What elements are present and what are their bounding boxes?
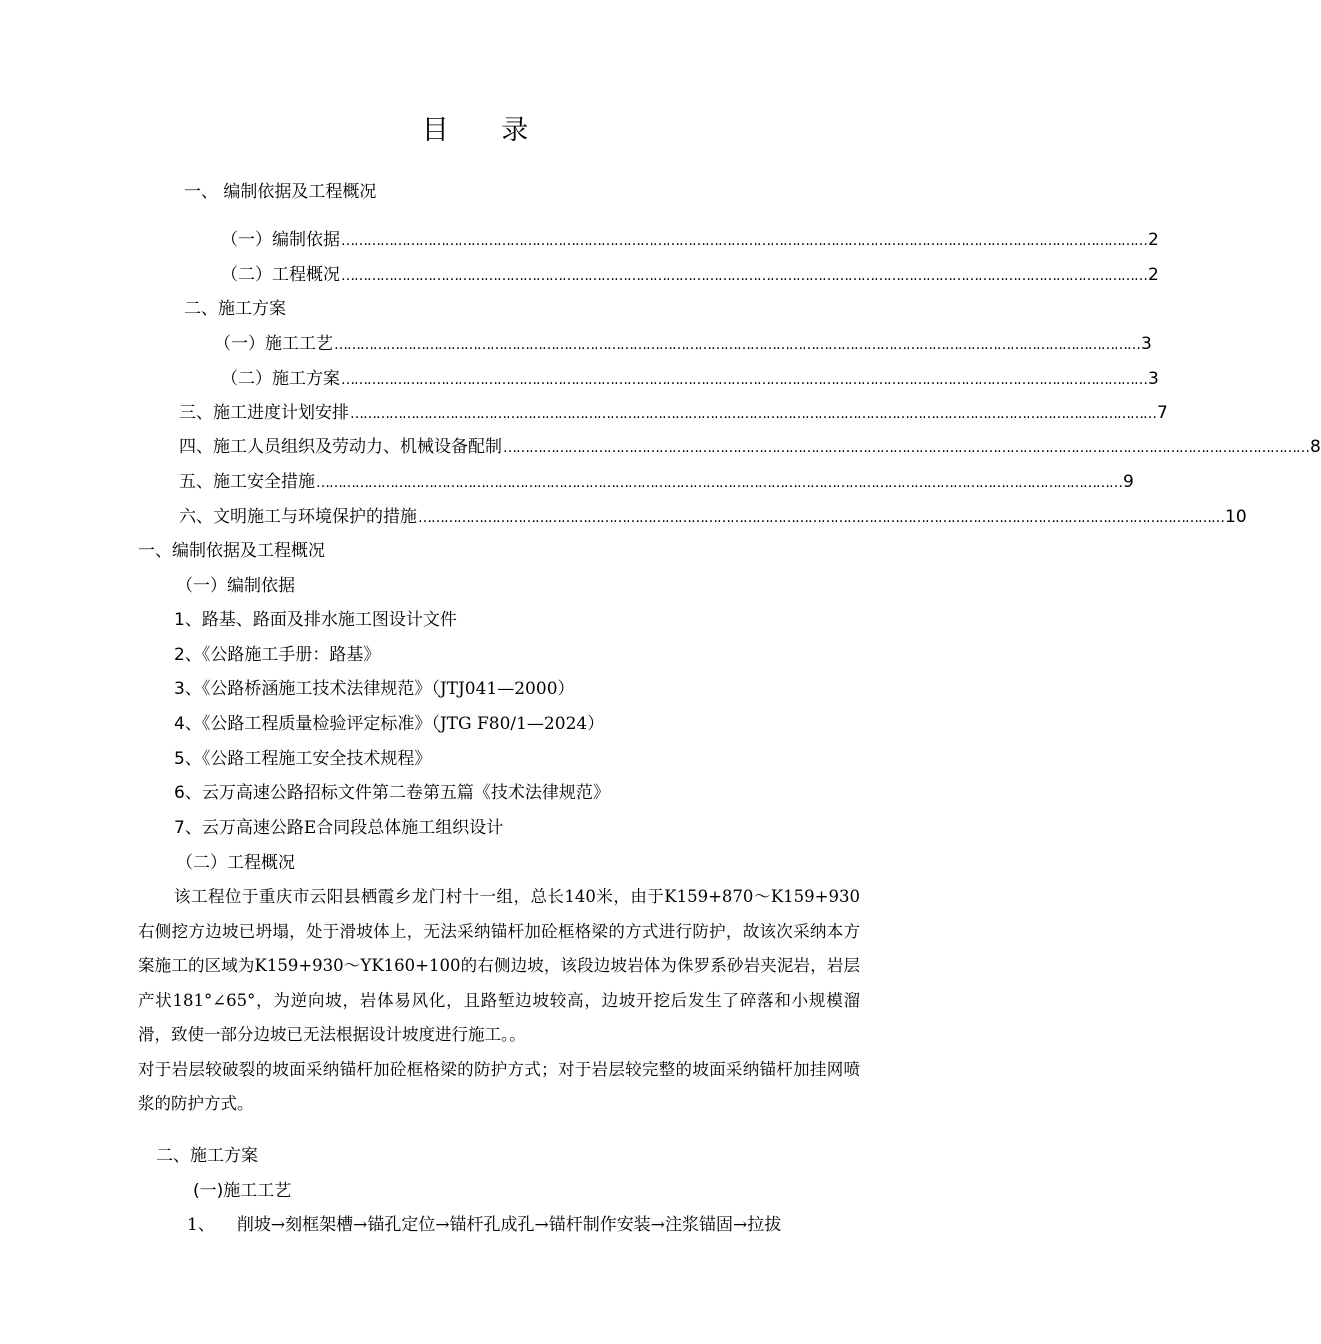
reference-item-6: [174, 782, 610, 804]
toc-leader-dots: ……………………………………………………………………………………………………………………………………………………………………: [341, 268, 1147, 284]
toc-entry-label: （二）施工方案: [221, 369, 340, 389]
overview-paragraph-2: 对于岩层较破裂的坡面采纳锚杆加砼框格梁的防护方式；对于岩层较完整的坡面采纳锚杆加挂网喷浆的防护方式。: [138, 1059, 860, 1113]
toc-entry-page: 2: [1148, 230, 1159, 250]
toc-leader-dots: ……………………………………………………………………………………………………………………………………………………………………: [350, 406, 1156, 422]
toc-entry-4[interactable]: [214, 333, 1152, 356]
toc-entry-6[interactable]: [179, 402, 1168, 425]
toc-entry-label: 五、施工安全措施: [179, 472, 315, 492]
toc-entry-3[interactable]: [184, 298, 286, 320]
reference-item-3: [174, 678, 575, 700]
process-number: 1、: [187, 1215, 215, 1235]
toc-entry-label: 四、施工人员组织及劳动力、机械设备配制: [179, 437, 502, 457]
toc-entry-label: 三、施工进度计划安排: [179, 403, 349, 423]
reference-item-7: [174, 817, 503, 839]
toc-entry-7[interactable]: [179, 436, 1321, 459]
reference-number: 7、: [174, 818, 202, 838]
section-heading-2: 二、施工方案: [156, 1146, 258, 1166]
toc-entry-page: 9: [1123, 472, 1134, 492]
toc-entry-2[interactable]: [221, 264, 1159, 287]
toc-entry-page: 8: [1310, 437, 1321, 457]
reference-number: 4、: [174, 714, 202, 734]
reference-item-1: [174, 609, 457, 631]
toc-entry-label: （一）施工工艺: [214, 334, 333, 354]
reference-text: 云万高速公路E合同段总体施工组织设计: [201, 818, 504, 838]
toc-entry-page: 7: [1157, 403, 1168, 423]
toc-entry-label: 二、施工方案: [184, 299, 286, 319]
toc-entry-page: 10: [1225, 507, 1247, 527]
toc-entry-8[interactable]: [179, 471, 1134, 494]
toc-entry-9[interactable]: [179, 506, 1247, 529]
reference-text: 《公路工程施工安全技术规程》: [201, 749, 432, 769]
toc-leader-dots: ……………………………………………………………………………………………………………………………………………………………………: [503, 440, 1309, 456]
toc-entry-page: 2: [1148, 265, 1159, 285]
toc-entry-5[interactable]: [221, 368, 1159, 391]
reference-number: 2、: [174, 645, 202, 665]
reference-number: 6、: [174, 783, 202, 803]
reference-text: 云万高速公路招标文件第二卷第五篇《技术法律规范》: [201, 783, 610, 803]
reference-text: 《公路施工手册：路基》: [201, 645, 381, 665]
reference-item-2: [174, 644, 380, 666]
subsection-heading-3: (一)施工工艺: [193, 1181, 292, 1201]
reference-item-4: [174, 713, 604, 735]
overview-paragraph-1: 该工程位于重庆市云阳县栖霞乡龙门村十一组，总长140米，由于K159+870～K159+930右侧挖方边坡已坍塌，处于滑坡体上，无法采纳锚杆加砼框格梁的方式进行防护，故该次采纳本方案施工的区域为K159+930～YK160+100的右侧边坡，该段边坡岩体为侏罗系砂岩夹泥岩，岩层产状181°∠65°，为逆向坡，岩体易风化，且路堑边坡较高，边坡开挖后发生了碎落和小规模溜滑，致使一部分边坡已无法根据设计坡度进行施工。。: [138, 887, 860, 1044]
subsection-heading-1: （一）编制依据: [176, 576, 295, 596]
reference-text: 《公路桥涵施工技术法律规范》（JTJ041—2000）: [201, 679, 575, 699]
toc-entry-page: 3: [1141, 334, 1152, 354]
toc-leader-dots: ……………………………………………………………………………………………………………………………………………………………………: [316, 475, 1122, 491]
toc-entry-1[interactable]: [221, 229, 1159, 252]
toc-entry-page: 3: [1148, 369, 1159, 389]
toc-entry-label: （一）编制依据: [221, 230, 340, 250]
section-heading-1: 一、编制依据及工程概况: [138, 541, 325, 561]
page-title: 目 录: [421, 115, 551, 146]
reference-number: 3、: [174, 679, 202, 699]
toc-entry-label: （二）工程概况: [221, 265, 340, 285]
reference-text: 《公路工程质量检验评定标准》（JTG F80/1—2024）: [201, 714, 605, 734]
process-text: 削坡→刻框架槽→锚孔定位→锚杆孔成孔→锚杆制作安装→注浆锚固→拉拔: [236, 1215, 782, 1235]
overview-text: [138, 880, 860, 1122]
reference-text: 路基、路面及排水施工图设计文件: [201, 610, 457, 630]
toc-leader-dots: ……………………………………………………………………………………………………………………………………………………………………: [341, 233, 1147, 249]
subsection-heading-2: （二）工程概况: [176, 853, 295, 873]
toc-leader-dots: ……………………………………………………………………………………………………………………………………………………………………: [341, 372, 1147, 388]
toc-entry-label: 六、文明施工与环境保护的措施: [179, 507, 417, 527]
reference-item-5: [174, 748, 431, 770]
reference-number: 1、: [174, 610, 202, 630]
toc-leader-dots: ……………………………………………………………………………………………………………………………………………………………………: [418, 510, 1224, 526]
toc-leader-dots: ……………………………………………………………………………………………………………………………………………………………………: [334, 337, 1140, 353]
toc-heading-1: 一、 编制依据及工程概况: [184, 182, 377, 202]
process-step-1: [187, 1214, 781, 1236]
reference-number: 5、: [174, 749, 202, 769]
